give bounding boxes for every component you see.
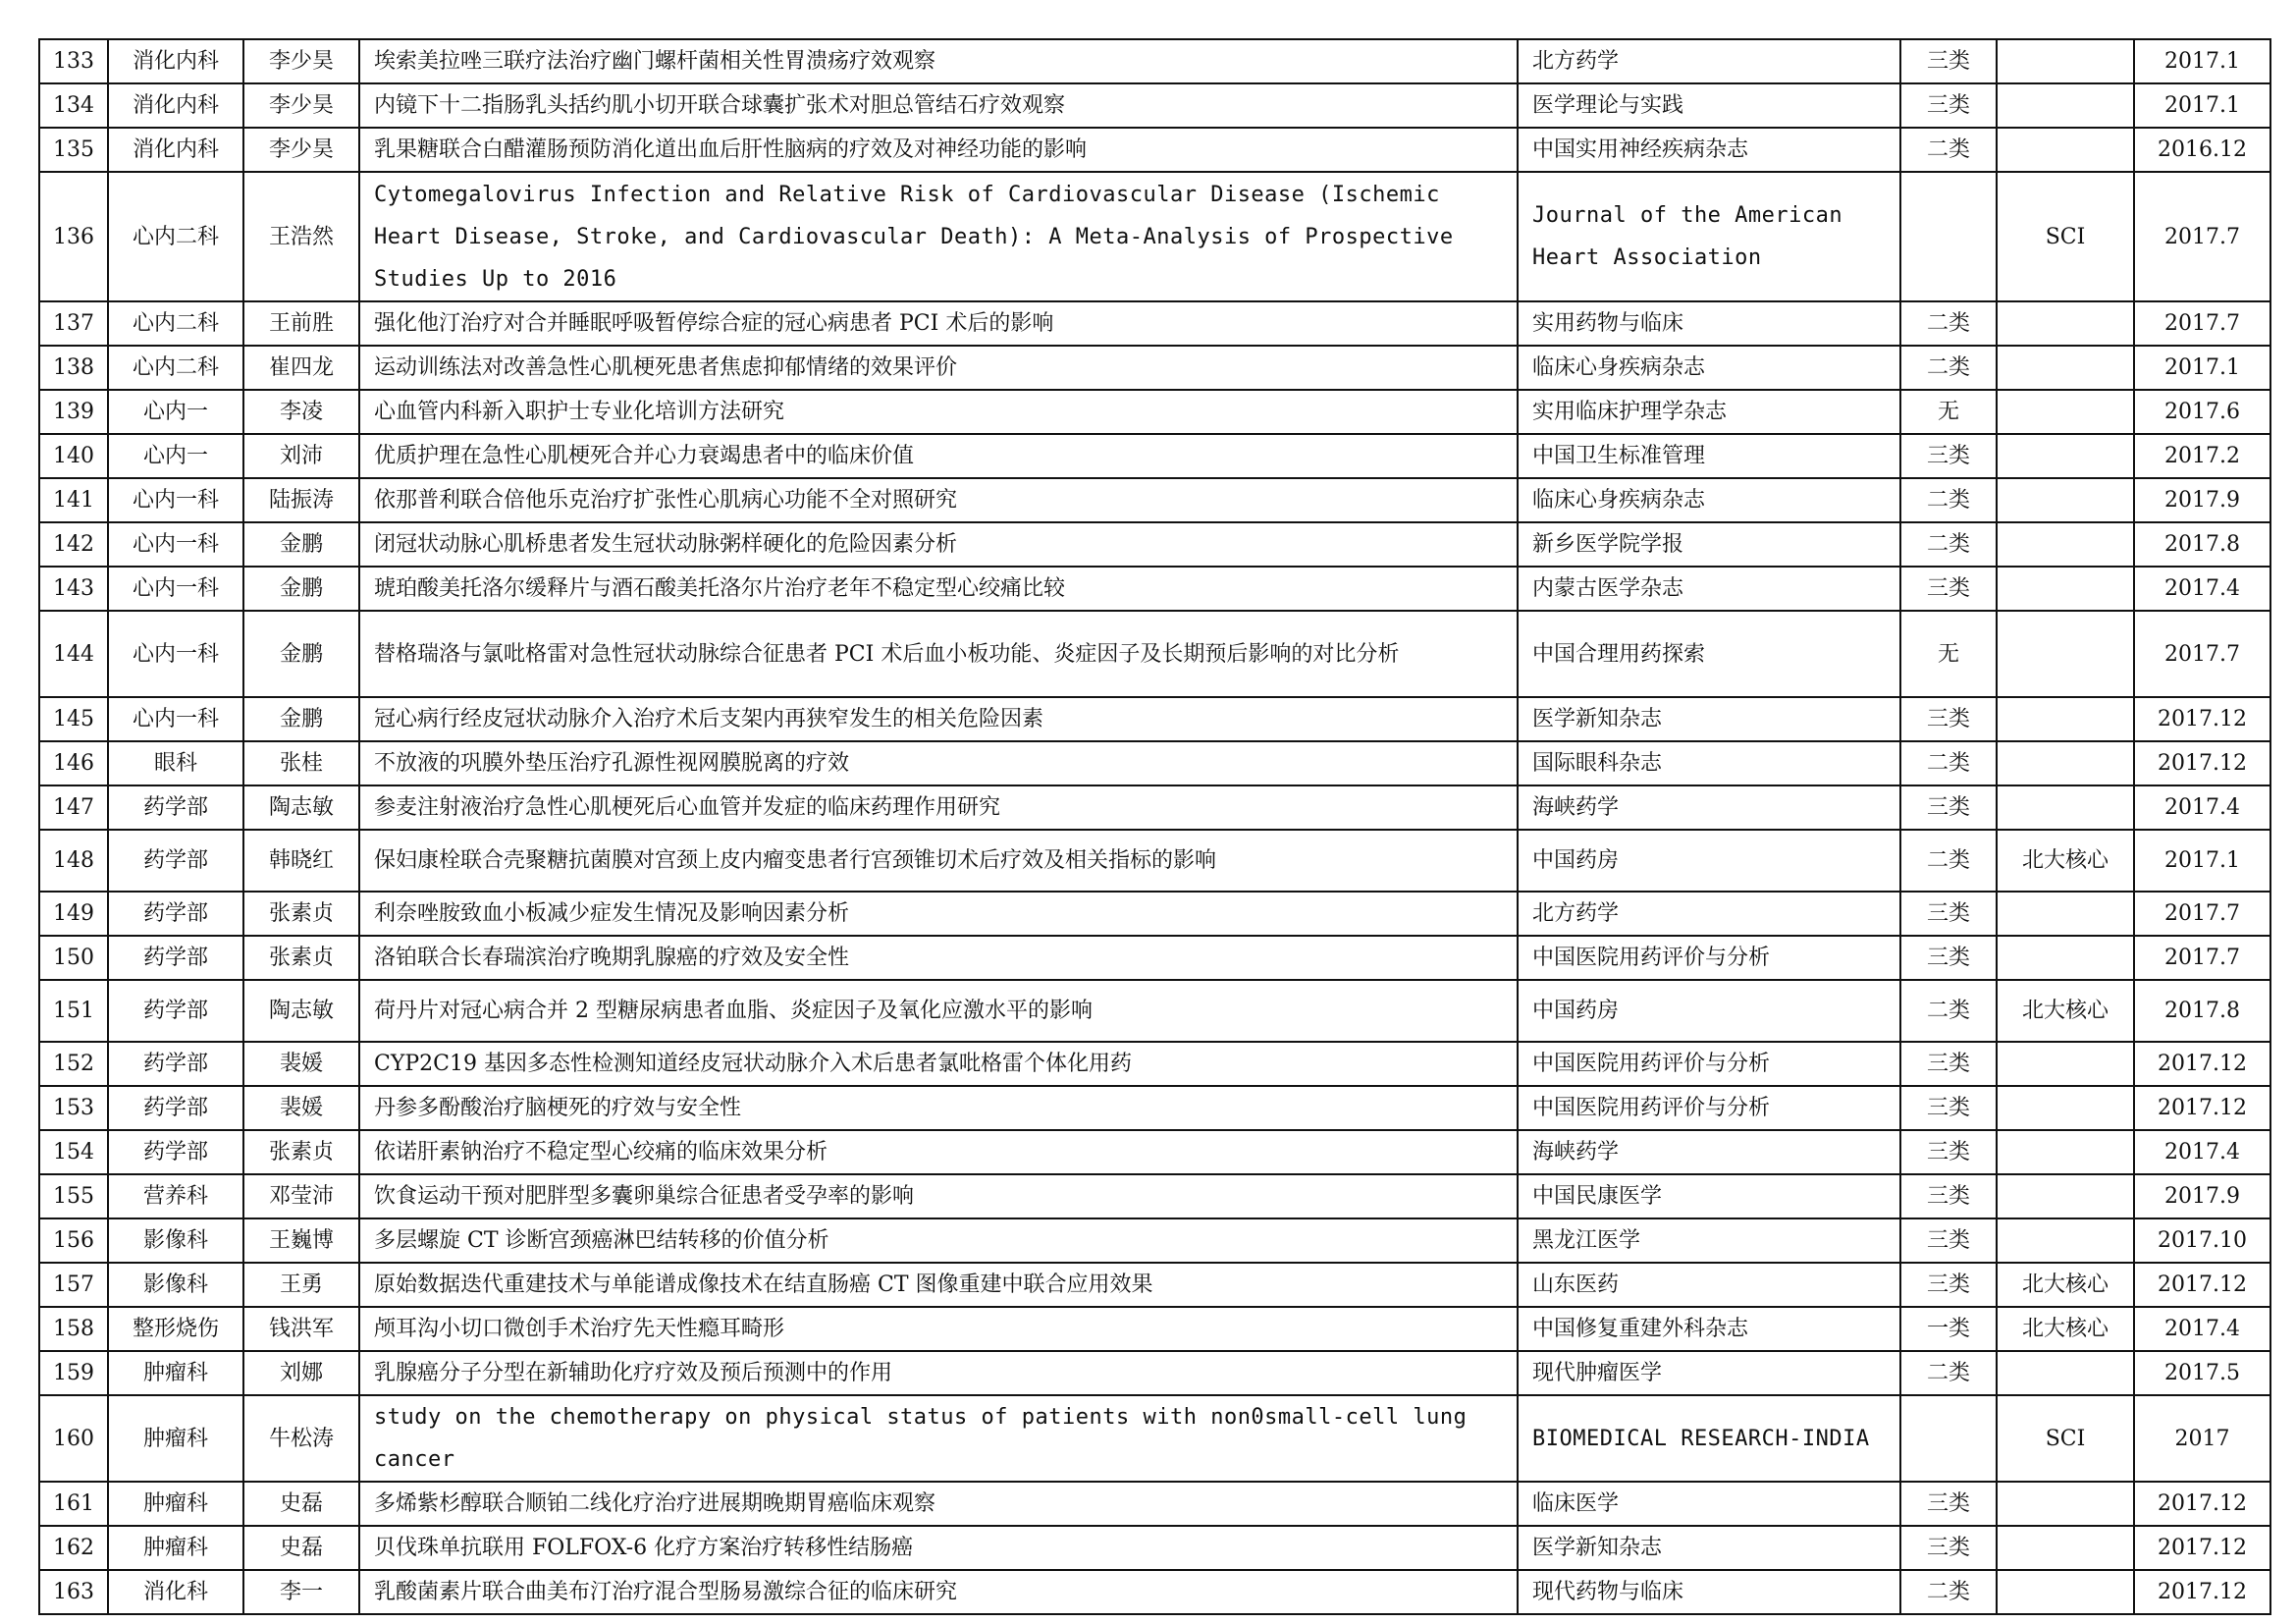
paper-title-cell: 琥珀酸美托洛尔缓释片与酒石酸美托洛尔片治疗老年不稳定型心绞痛比较: [359, 567, 1518, 611]
table-row: [39, 1130, 2270, 1174]
author-cell: 张素贞: [243, 892, 359, 936]
core-index-cell: SCI: [1997, 1395, 2134, 1482]
publish-date-cell: 2017.12: [2134, 1263, 2270, 1307]
core-index-cell: [1997, 39, 2134, 83]
journal-grade-cell: [1900, 1395, 1997, 1482]
core-index-cell: [1997, 1086, 2134, 1130]
journal-grade-cell: 三类: [1900, 1218, 1997, 1263]
department-cell: 肿瘤科: [108, 1526, 243, 1570]
paper-title-cell: 内镜下十二指肠乳头括约肌小切开联合球囊扩张术对胆总管结石疗效观察: [359, 83, 1518, 128]
paper-title-cell: 乳腺癌分子分型在新辅助化疗疗效及预后预测中的作用: [359, 1351, 1518, 1395]
author-cell: 钱洪军: [243, 1307, 359, 1351]
paper-title-cell: 颅耳沟小切口微创手术治疗先天性瘾耳畸形: [359, 1307, 1518, 1351]
paper-title-cell: 替格瑞洛与氯吡格雷对急性冠状动脉综合征患者 PCI 术后血小板功能、炎症因子及长期预后影响的对比分析: [359, 611, 1518, 697]
row-number-cell: 133: [39, 39, 108, 83]
table-row: [39, 1395, 2270, 1482]
row-number-cell: 138: [39, 346, 108, 390]
publish-date-cell: 2017.4: [2134, 785, 2270, 830]
journal-grade-cell: 三类: [1900, 567, 1997, 611]
table-row: [39, 128, 2270, 172]
table-row: [39, 39, 2270, 83]
paper-title-cell: Cytomegalovirus Infection and Relative Risk of Cardiovascular Disease (Ischemic Heart Disease, Stroke, and Cardiovascular Death): A Meta-Analysis of Prospective Studies Up to 2016: [359, 172, 1518, 301]
journal-grade-cell: 无: [1900, 390, 1997, 434]
paper-title-cell: 心血管内科新入职护士专业化培训方法研究: [359, 390, 1518, 434]
core-index-cell: [1997, 301, 2134, 346]
journal-cell: 山东医药: [1518, 1263, 1900, 1307]
journal-grade-cell: 三类: [1900, 1482, 1997, 1526]
paper-title-cell: 冠心病行经皮冠状动脉介入治疗术后支架内再狭窄发生的相关危险因素: [359, 697, 1518, 741]
core-index-cell: [1997, 1526, 2134, 1570]
journal-cell: 海峡药学: [1518, 1130, 1900, 1174]
journal-grade-cell: 二类: [1900, 301, 1997, 346]
publish-date-cell: 2017.7: [2134, 301, 2270, 346]
author-cell: 王巍博: [243, 1218, 359, 1263]
department-cell: 药学部: [108, 1130, 243, 1174]
publish-date-cell: 2017.12: [2134, 1526, 2270, 1570]
paper-title-cell: 多层螺旋 CT 诊断宫颈癌淋巴结转移的价值分析: [359, 1218, 1518, 1263]
table-row: [39, 434, 2270, 478]
table-row: [39, 478, 2270, 522]
table-row: [39, 83, 2270, 128]
core-index-cell: 北大核心: [1997, 1307, 2134, 1351]
publish-date-cell: 2017.12: [2134, 1086, 2270, 1130]
author-cell: 陶志敏: [243, 980, 359, 1042]
journal-grade-cell: 二类: [1900, 522, 1997, 567]
row-number-cell: 147: [39, 785, 108, 830]
table-row: [39, 522, 2270, 567]
department-cell: 消化内科: [108, 39, 243, 83]
author-cell: 张素贞: [243, 1130, 359, 1174]
journal-cell: 中国药房: [1518, 830, 1900, 892]
publish-date-cell: 2017.4: [2134, 1130, 2270, 1174]
author-cell: 陆振涛: [243, 478, 359, 522]
publish-date-cell: 2017.7: [2134, 611, 2270, 697]
core-index-cell: [1997, 892, 2134, 936]
journal-cell: 北方药学: [1518, 39, 1900, 83]
author-cell: 金鹏: [243, 522, 359, 567]
row-number-cell: 134: [39, 83, 108, 128]
publish-date-cell: 2017.1: [2134, 83, 2270, 128]
core-index-cell: [1997, 1218, 2134, 1263]
journal-grade-cell: 二类: [1900, 1351, 1997, 1395]
publish-date-cell: 2017.10: [2134, 1218, 2270, 1263]
table-row: [39, 741, 2270, 785]
table-row: [39, 1482, 2270, 1526]
author-cell: 金鹏: [243, 567, 359, 611]
author-cell: 裴媛: [243, 1042, 359, 1086]
journal-grade-cell: 三类: [1900, 1042, 1997, 1086]
journal-grade-cell: 三类: [1900, 936, 1997, 980]
core-index-cell: [1997, 936, 2134, 980]
core-index-cell: 北大核心: [1997, 830, 2134, 892]
journal-grade-cell: 三类: [1900, 1263, 1997, 1307]
journal-grade-cell: 三类: [1900, 892, 1997, 936]
publish-date-cell: 2017.12: [2134, 1570, 2270, 1614]
paper-title-cell: 丹参多酚酸治疗脑梗死的疗效与安全性: [359, 1086, 1518, 1130]
department-cell: 影像科: [108, 1263, 243, 1307]
publication-table: [38, 38, 2271, 1615]
row-number-cell: 159: [39, 1351, 108, 1395]
publish-date-cell: 2017.4: [2134, 1307, 2270, 1351]
journal-grade-cell: 三类: [1900, 697, 1997, 741]
department-cell: 心内一科: [108, 567, 243, 611]
author-cell: 张素贞: [243, 936, 359, 980]
journal-cell: 中国修复重建外科杂志: [1518, 1307, 1900, 1351]
table-row: [39, 936, 2270, 980]
author-cell: 金鹏: [243, 611, 359, 697]
table-row: [39, 1263, 2270, 1307]
paper-title-cell: 荷丹片对冠心病合并 2 型糖尿病患者血脂、炎症因子及氧化应激水平的影响: [359, 980, 1518, 1042]
paper-title-cell: 优质护理在急性心肌梗死合并心力衰竭患者中的临床价值: [359, 434, 1518, 478]
department-cell: 肿瘤科: [108, 1351, 243, 1395]
paper-title-cell: 利奈唑胺致血小板减少症发生情况及影响因素分析: [359, 892, 1518, 936]
publish-date-cell: 2017.8: [2134, 522, 2270, 567]
row-number-cell: 136: [39, 172, 108, 301]
publish-date-cell: 2017.7: [2134, 172, 2270, 301]
row-number-cell: 140: [39, 434, 108, 478]
publish-date-cell: 2017.2: [2134, 434, 2270, 478]
core-index-cell: 北大核心: [1997, 980, 2134, 1042]
publish-date-cell: 2017.4: [2134, 567, 2270, 611]
author-cell: 牛松涛: [243, 1395, 359, 1482]
journal-grade-cell: 三类: [1900, 1174, 1997, 1218]
journal-cell: 中国卫生标准管理: [1518, 434, 1900, 478]
journal-grade-cell: 无: [1900, 611, 1997, 697]
row-number-cell: 161: [39, 1482, 108, 1526]
journal-cell: 中国医院用药评价与分析: [1518, 936, 1900, 980]
paper-title-cell: 多烯紫杉醇联合顺铂二线化疗治疗进展期晚期胃癌临床观察: [359, 1482, 1518, 1526]
core-index-cell: [1997, 522, 2134, 567]
journal-cell: 黑龙江医学: [1518, 1218, 1900, 1263]
journal-cell: 现代肿瘤医学: [1518, 1351, 1900, 1395]
paper-title-cell: 原始数据迭代重建技术与单能谱成像技术在结直肠癌 CT 图像重建中联合应用效果: [359, 1263, 1518, 1307]
department-cell: 整形烧伤: [108, 1307, 243, 1351]
table-body: [39, 39, 2270, 1614]
journal-grade-cell: 二类: [1900, 346, 1997, 390]
row-number-cell: 153: [39, 1086, 108, 1130]
row-number-cell: 158: [39, 1307, 108, 1351]
row-number-cell: 155: [39, 1174, 108, 1218]
paper-title-cell: CYP2C19 基因多态性检测知道经皮冠状动脉介入术后患者氯吡格雷个体化用药: [359, 1042, 1518, 1086]
journal-cell: 中国民康医学: [1518, 1174, 1900, 1218]
paper-title-cell: 不放液的巩膜外垫压治疗孔源性视网膜脱离的疗效: [359, 741, 1518, 785]
journal-cell: 国际眼科杂志: [1518, 741, 1900, 785]
paper-title-cell: 乳果糖联合白醋灌肠预防消化道出血后肝性脑病的疗效及对神经功能的影响: [359, 128, 1518, 172]
author-cell: 裴媛: [243, 1086, 359, 1130]
department-cell: 药学部: [108, 980, 243, 1042]
department-cell: 药学部: [108, 785, 243, 830]
author-cell: 史磊: [243, 1482, 359, 1526]
author-cell: 王前胜: [243, 301, 359, 346]
department-cell: 影像科: [108, 1218, 243, 1263]
core-index-cell: [1997, 567, 2134, 611]
table-row: [39, 830, 2270, 892]
core-index-cell: 北大核心: [1997, 1263, 2134, 1307]
row-number-cell: 150: [39, 936, 108, 980]
author-cell: 李少昊: [243, 128, 359, 172]
row-number-cell: 145: [39, 697, 108, 741]
core-index-cell: [1997, 1174, 2134, 1218]
publish-date-cell: 2017.7: [2134, 892, 2270, 936]
core-index-cell: [1997, 128, 2134, 172]
author-cell: 陶志敏: [243, 785, 359, 830]
row-number-cell: 141: [39, 478, 108, 522]
table-row: [39, 1570, 2270, 1614]
department-cell: 消化内科: [108, 128, 243, 172]
publish-date-cell: 2017.1: [2134, 830, 2270, 892]
department-cell: 药学部: [108, 936, 243, 980]
journal-grade-cell: 三类: [1900, 1526, 1997, 1570]
journal-cell: BIOMEDICAL RESEARCH-INDIA: [1518, 1395, 1900, 1482]
author-cell: 王勇: [243, 1263, 359, 1307]
journal-grade-cell: 三类: [1900, 39, 1997, 83]
department-cell: 药学部: [108, 1086, 243, 1130]
table-row: [39, 1351, 2270, 1395]
row-number-cell: 156: [39, 1218, 108, 1263]
row-number-cell: 135: [39, 128, 108, 172]
publish-date-cell: 2017.12: [2134, 1482, 2270, 1526]
paper-title-cell: 运动训练法对改善急性心肌梗死患者焦虑抑郁情绪的效果评价: [359, 346, 1518, 390]
row-number-cell: 149: [39, 892, 108, 936]
department-cell: 心内一科: [108, 478, 243, 522]
table-row: [39, 1526, 2270, 1570]
journal-cell: 中国医院用药评价与分析: [1518, 1086, 1900, 1130]
publish-date-cell: 2017: [2134, 1395, 2270, 1482]
paper-title-cell: 参麦注射液治疗急性心肌梗死后心血管并发症的临床药理作用研究: [359, 785, 1518, 830]
core-index-cell: [1997, 1482, 2134, 1526]
table-row: [39, 390, 2270, 434]
core-index-cell: [1997, 1570, 2134, 1614]
author-cell: 李一: [243, 1570, 359, 1614]
journal-cell: 实用临床护理学杂志: [1518, 390, 1900, 434]
table-row: [39, 697, 2270, 741]
journal-grade-cell: [1900, 172, 1997, 301]
table-row: [39, 567, 2270, 611]
paper-title-cell: 贝伐珠单抗联用 FOLFOX-6 化疗方案治疗转移性结肠癌: [359, 1526, 1518, 1570]
core-index-cell: SCI: [1997, 172, 2134, 301]
journal-grade-cell: 二类: [1900, 478, 1997, 522]
row-number-cell: 154: [39, 1130, 108, 1174]
core-index-cell: [1997, 478, 2134, 522]
author-cell: 邓莹沛: [243, 1174, 359, 1218]
journal-grade-cell: 二类: [1900, 741, 1997, 785]
table-row: [39, 346, 2270, 390]
journal-cell: 新乡医学院学报: [1518, 522, 1900, 567]
core-index-cell: [1997, 1130, 2134, 1174]
publish-date-cell: 2017.7: [2134, 936, 2270, 980]
table-row: [39, 1218, 2270, 1263]
table-row: [39, 892, 2270, 936]
journal-cell: 实用药物与临床: [1518, 301, 1900, 346]
department-cell: 心内一: [108, 390, 243, 434]
journal-cell: 中国药房: [1518, 980, 1900, 1042]
journal-cell: 现代药物与临床: [1518, 1570, 1900, 1614]
department-cell: 药学部: [108, 1042, 243, 1086]
journal-grade-cell: 二类: [1900, 830, 1997, 892]
row-number-cell: 143: [39, 567, 108, 611]
table-row: [39, 785, 2270, 830]
author-cell: 刘娜: [243, 1351, 359, 1395]
paper-title-cell: 强化他汀治疗对合并睡眠呼吸暂停综合症的冠心病患者 PCI 术后的影响: [359, 301, 1518, 346]
journal-grade-cell: 二类: [1900, 128, 1997, 172]
row-number-cell: 157: [39, 1263, 108, 1307]
department-cell: 心内二科: [108, 346, 243, 390]
publish-date-cell: 2017.1: [2134, 39, 2270, 83]
journal-grade-cell: 三类: [1900, 83, 1997, 128]
table-row: [39, 1174, 2270, 1218]
row-number-cell: 148: [39, 830, 108, 892]
table-row: [39, 1086, 2270, 1130]
paper-title-cell: 依那普利联合倍他乐克治疗扩张性心肌病心功能不全对照研究: [359, 478, 1518, 522]
paper-title-cell: 保妇康栓联合壳聚糖抗菌膜对宫颈上皮内瘤变患者行宫颈锥切术后疗效及相关指标的影响: [359, 830, 1518, 892]
journal-cell: 内蒙古医学杂志: [1518, 567, 1900, 611]
row-number-cell: 146: [39, 741, 108, 785]
table-row: [39, 1307, 2270, 1351]
author-cell: 张桂: [243, 741, 359, 785]
row-number-cell: 162: [39, 1526, 108, 1570]
journal-grade-cell: 三类: [1900, 785, 1997, 830]
row-number-cell: 142: [39, 522, 108, 567]
journal-cell: 医学理论与实践: [1518, 83, 1900, 128]
paper-title-cell: study on the chemotherapy on physical status of patients with non0small-cell lung cancer: [359, 1395, 1518, 1482]
core-index-cell: [1997, 390, 2134, 434]
journal-cell: 中国实用神经疾病杂志: [1518, 128, 1900, 172]
core-index-cell: [1997, 611, 2134, 697]
journal-cell: 医学新知杂志: [1518, 1526, 1900, 1570]
department-cell: 营养科: [108, 1174, 243, 1218]
row-number-cell: 160: [39, 1395, 108, 1482]
department-cell: 药学部: [108, 892, 243, 936]
journal-grade-cell: 二类: [1900, 1570, 1997, 1614]
author-cell: 韩晓红: [243, 830, 359, 892]
department-cell: 心内一科: [108, 522, 243, 567]
table-row: [39, 1042, 2270, 1086]
journal-cell: 临床心身疾病杂志: [1518, 478, 1900, 522]
publish-date-cell: 2017.9: [2134, 478, 2270, 522]
journal-grade-cell: 三类: [1900, 434, 1997, 478]
department-cell: 肿瘤科: [108, 1395, 243, 1482]
journal-cell: Journal of the American Heart Association: [1518, 172, 1900, 301]
department-cell: 眼科: [108, 741, 243, 785]
publish-date-cell: 2017.8: [2134, 980, 2270, 1042]
author-cell: 史磊: [243, 1526, 359, 1570]
paper-title-cell: 闭冠状动脉心肌桥患者发生冠状动脉粥样硬化的危险因素分析: [359, 522, 1518, 567]
table-row: [39, 611, 2270, 697]
department-cell: 心内一: [108, 434, 243, 478]
row-number-cell: 137: [39, 301, 108, 346]
department-cell: 消化内科: [108, 83, 243, 128]
publish-date-cell: 2017.9: [2134, 1174, 2270, 1218]
row-number-cell: 151: [39, 980, 108, 1042]
department-cell: 消化科: [108, 1570, 243, 1614]
core-index-cell: [1997, 1351, 2134, 1395]
journal-cell: 中国医院用药评价与分析: [1518, 1042, 1900, 1086]
journal-grade-cell: 三类: [1900, 1130, 1997, 1174]
department-cell: 心内二科: [108, 172, 243, 301]
publish-date-cell: 2017.12: [2134, 1042, 2270, 1086]
department-cell: 肿瘤科: [108, 1482, 243, 1526]
row-number-cell: 163: [39, 1570, 108, 1614]
department-cell: 心内一科: [108, 611, 243, 697]
publish-date-cell: 2017.1: [2134, 346, 2270, 390]
core-index-cell: [1997, 83, 2134, 128]
row-number-cell: 144: [39, 611, 108, 697]
table-row: [39, 980, 2270, 1042]
core-index-cell: [1997, 1042, 2134, 1086]
department-cell: 心内一科: [108, 697, 243, 741]
author-cell: 李少昊: [243, 83, 359, 128]
author-cell: 崔四龙: [243, 346, 359, 390]
paper-title-cell: 乳酸菌素片联合曲美布汀治疗混合型肠易激综合征的临床研究: [359, 1570, 1518, 1614]
author-cell: 金鹏: [243, 697, 359, 741]
core-index-cell: [1997, 785, 2134, 830]
author-cell: 李凌: [243, 390, 359, 434]
journal-cell: 临床心身疾病杂志: [1518, 346, 1900, 390]
paper-title-cell: 依诺肝素钠治疗不稳定型心绞痛的临床效果分析: [359, 1130, 1518, 1174]
core-index-cell: [1997, 346, 2134, 390]
journal-cell: 中国合理用药探索: [1518, 611, 1900, 697]
journal-cell: 临床医学: [1518, 1482, 1900, 1526]
publish-date-cell: 2016.12: [2134, 128, 2270, 172]
row-number-cell: 152: [39, 1042, 108, 1086]
journal-cell: 医学新知杂志: [1518, 697, 1900, 741]
publish-date-cell: 2017.12: [2134, 697, 2270, 741]
paper-title-cell: 饮食运动干预对肥胖型多囊卵巢综合征患者受孕率的影响: [359, 1174, 1518, 1218]
paper-title-cell: 洛铂联合长春瑞滨治疗晚期乳腺癌的疗效及安全性: [359, 936, 1518, 980]
table-row: [39, 301, 2270, 346]
publish-date-cell: 2017.12: [2134, 741, 2270, 785]
journal-grade-cell: 三类: [1900, 1086, 1997, 1130]
journal-grade-cell: 二类: [1900, 980, 1997, 1042]
journal-cell: 北方药学: [1518, 892, 1900, 936]
paper-title-cell: 埃索美拉唑三联疗法治疗幽门螺杆菌相关性胃溃疡疗效观察: [359, 39, 1518, 83]
row-number-cell: 139: [39, 390, 108, 434]
publish-date-cell: 2017.5: [2134, 1351, 2270, 1395]
author-cell: 李少昊: [243, 39, 359, 83]
core-index-cell: [1997, 434, 2134, 478]
author-cell: 刘沛: [243, 434, 359, 478]
department-cell: 药学部: [108, 830, 243, 892]
table-row: [39, 172, 2270, 301]
core-index-cell: [1997, 741, 2134, 785]
journal-grade-cell: 一类: [1900, 1307, 1997, 1351]
department-cell: 心内二科: [108, 301, 243, 346]
core-index-cell: [1997, 697, 2134, 741]
author-cell: 王浩然: [243, 172, 359, 301]
journal-cell: 海峡药学: [1518, 785, 1900, 830]
publish-date-cell: 2017.6: [2134, 390, 2270, 434]
